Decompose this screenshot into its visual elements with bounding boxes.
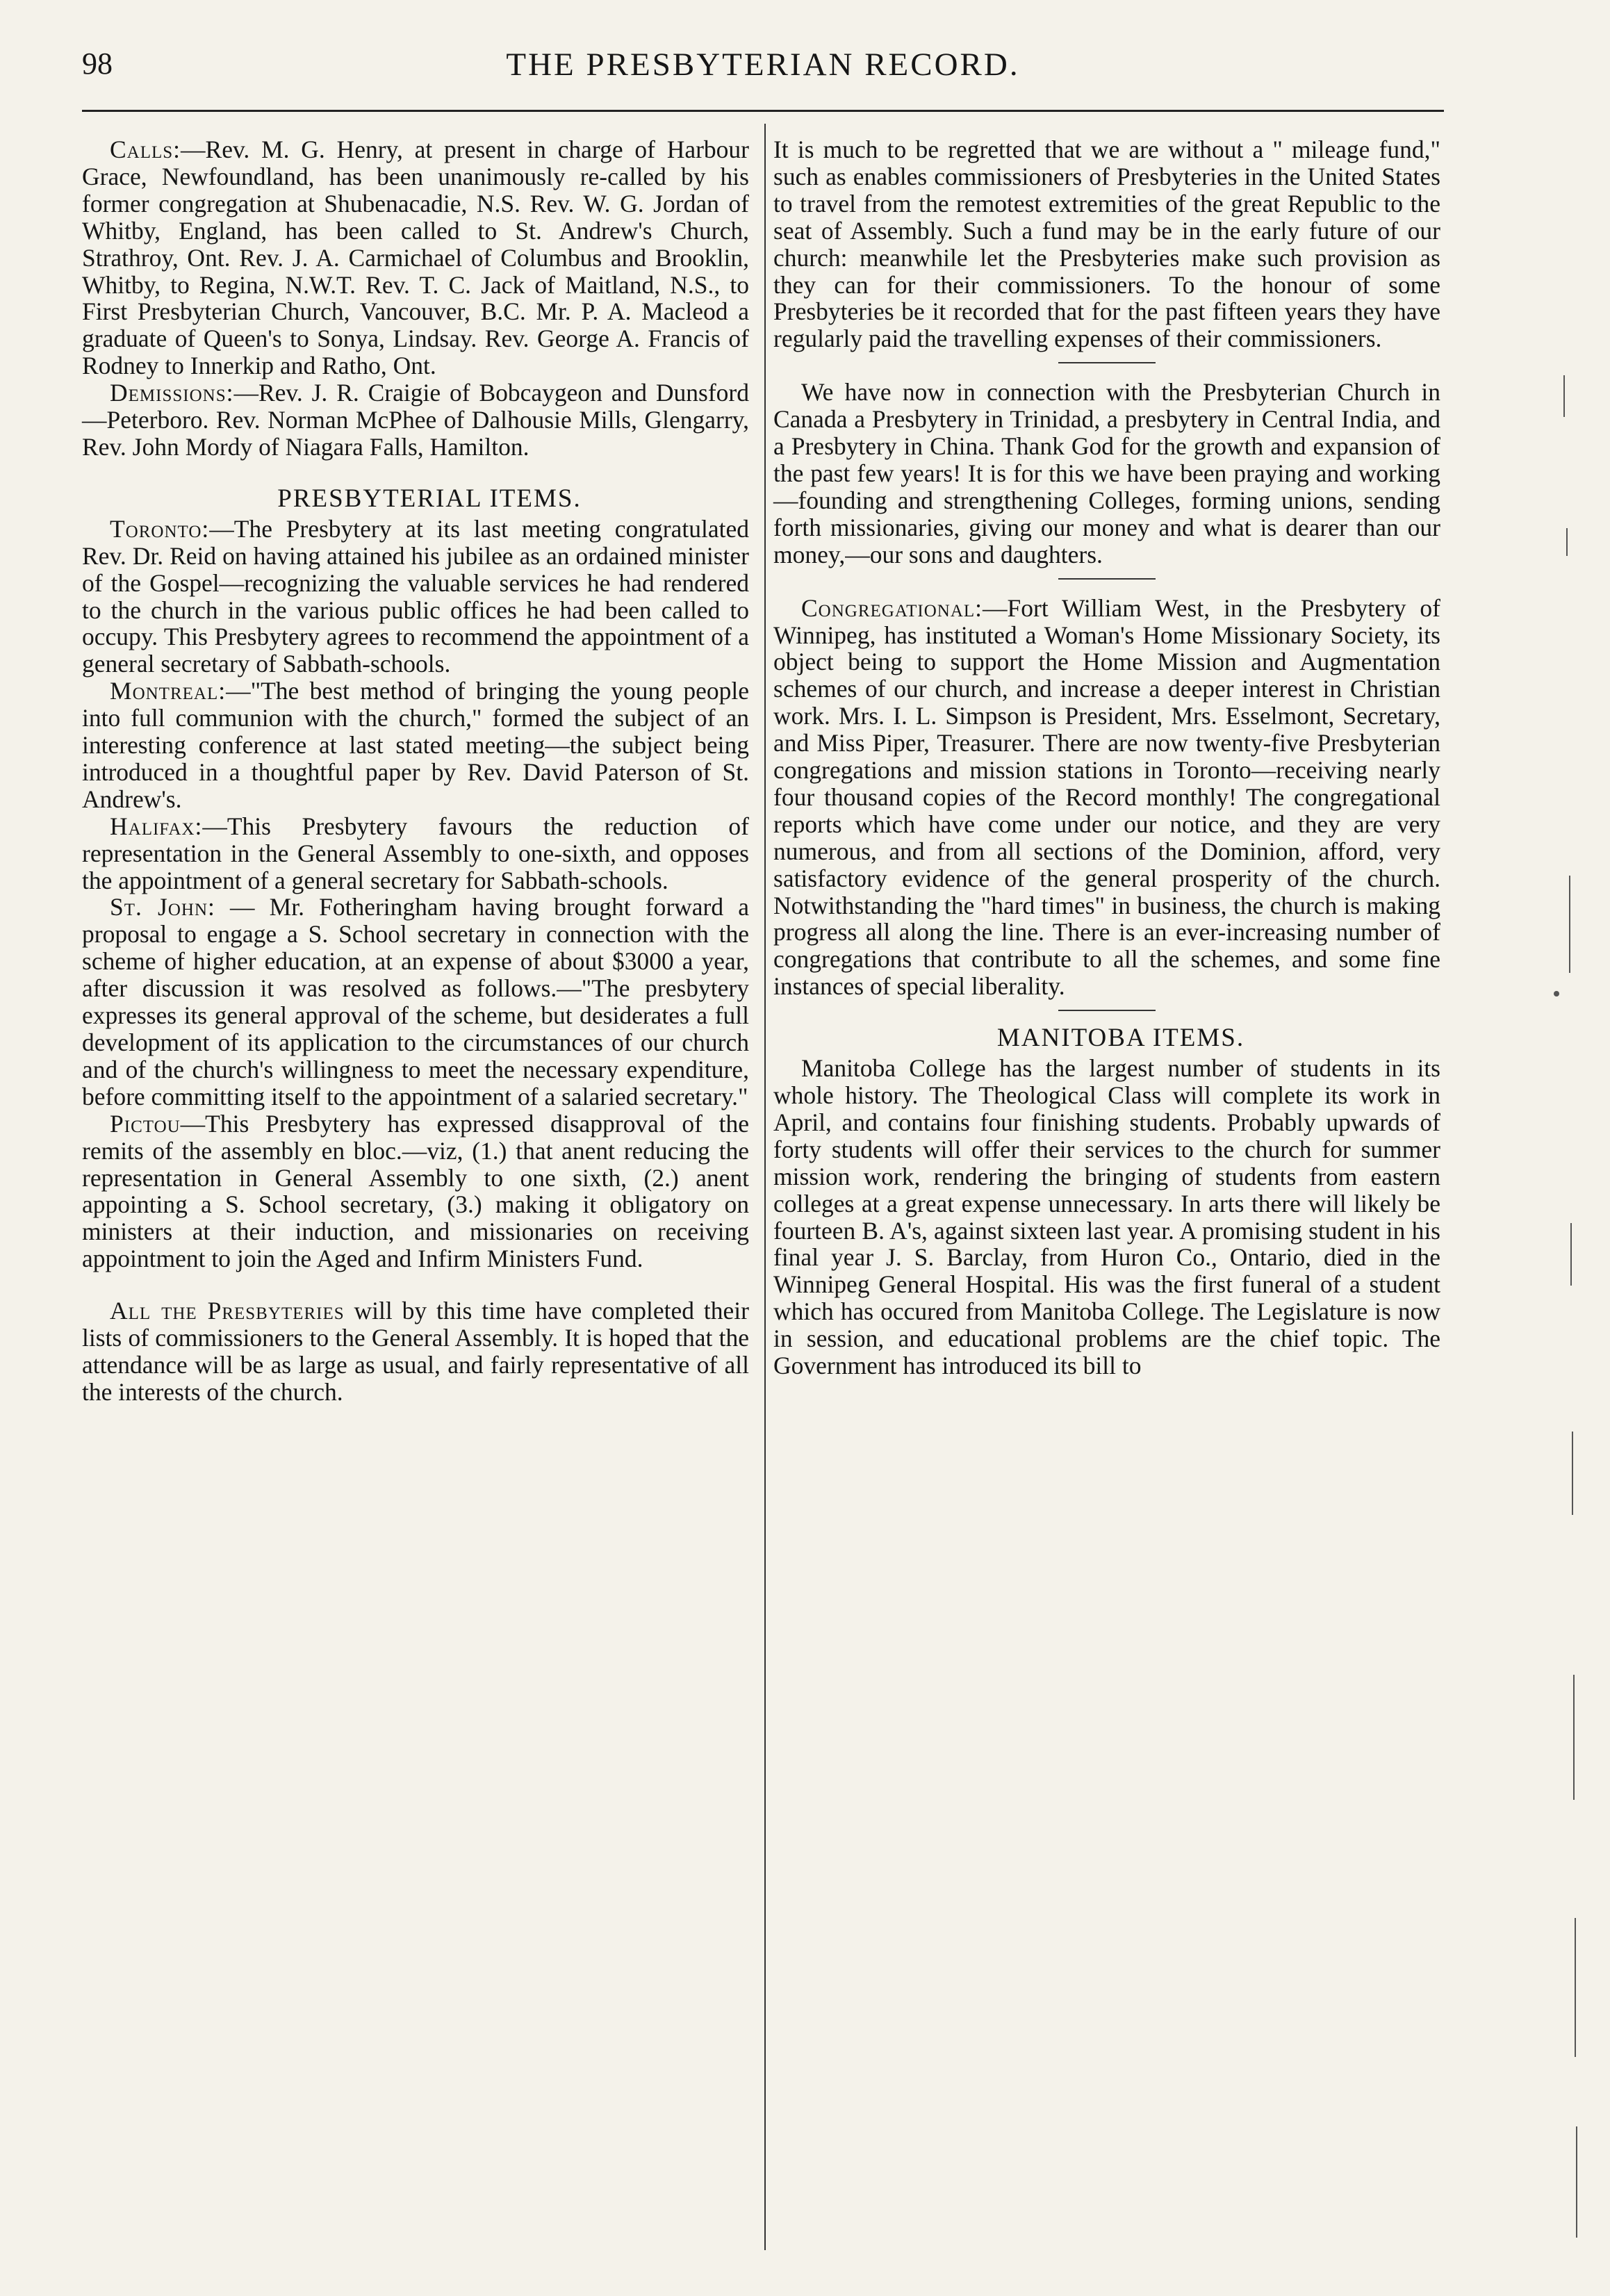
paragraph-calls <box>82 136 749 379</box>
header-rule <box>82 110 1444 112</box>
section-rule <box>1058 362 1156 363</box>
section-rule <box>1058 578 1156 580</box>
paragraph-halifax <box>82 813 749 894</box>
lead-calls: Calls: <box>110 136 181 163</box>
text-congregational: —Fort William West, in the Presbytery of Winnipeg, has instituted a Woman's Home Missionary Society, its object being to support the Home Mission and Augmentation schemes of our church, and increase a deeper interest in Christian work. Mrs. I. L. Simpson is President, Mrs. Esselmont, Secretary, and Miss Piper, Treasurer. There are now twenty-five Presbyterian congregations and mission stations in Toronto—receiving nearly four thousand copies of the Record monthly! The congregational reports which have come under our notice, and they are very numerous, and from all sections of the Dominion, afford, very satisfactory evidence of the general prosperity of the church. Notwithstanding the "hard times" in business, the church is making progress all along the line. There is an ever-increasing number of congregations that contribute to all the schemes, and some fine instances of special liberality. <box>773 593 1440 1001</box>
page-header <box>82 46 1444 95</box>
lead-toronto: Toronto: <box>110 514 210 543</box>
paragraph-manitoba: Manitoba College has the largest number of students in its whole history. The Theological Class will complete its work in April, and contains four finishing students. Probably upwards of forty students will offer their services to the church for summer mission work, rendering the bringing of students from eastern colleges at a great expense unnecessary. In arts there will likely be fourteen B. A's, against sixteen last year. A promising student in his final year J. S. Barclay, from Huron Co., Ontario, died in the Winnipeg General Hospital. His was the first funeral of a student which has occured from Manitoba College. The Legislature is now in session, and educational problems are the chief topic. The Government has introduced its bill to <box>773 1054 1440 1380</box>
lead-congregational: Congregational: <box>801 593 983 622</box>
text-calls: —Rev. M. G. Henry, at present in charge of Harbour Grace, Newfoundland, has been unanimously re-called by his former congregation at Shubenacadie, N.S. Rev. W. G. Jordan of Whitby, England, has been called to St. Andrew's Church, Strathroy, Ont. Rev. J. A. Carmichael of Columbus and Brooklin, Whitby, to Regina, N.W.T. Rev. T. C. Jack of Maitland, N.S., to First Presbyterian Church, Vancouver, B.C. Mr. P. A. Macleod a graduate of Queen's to Sonya, Lindsay. Rev. George A. Francis of Rodney to Innerkip and Ratho, Ont. <box>82 136 749 380</box>
section-rule <box>1058 1010 1156 1011</box>
lead-all-presbyteries: All the Presbyteries <box>110 1297 345 1325</box>
left-column <box>82 136 749 1406</box>
heading-presbyterial-items: PRESBYTERIAL ITEMS. <box>277 484 582 513</box>
paragraph-congregational <box>773 595 1440 1001</box>
text-demissions: —Rev. J. R. Craigie of Bobcaygeon and Dunsford—Peterboro. Rev. Norman McPhee of Dalhousie Mills, Glengarry, Rev. John Mordy of Niagara Falls, Hamilton. <box>82 379 749 461</box>
margin-scan-marks <box>1543 111 1598 2279</box>
paragraph-all-presbyteries <box>82 1297 749 1406</box>
lead-pictou: Pictou <box>110 1109 181 1138</box>
lead-halifax: Halifax: <box>110 812 203 840</box>
paragraph-st-john <box>82 894 749 1110</box>
paragraph-mileage-fund: It is much to be regretted that we are without a " mileage fund," such as enables commissioners of Presbyteries in the United States to travel from the remotest extremities of the great Republic to the seat of Assembly. Such a fund may be in the early future of our church: meanwhile let the Presbyteries make such provision as they can for their commissioners. To the honour of some Presbyteries be it recorded that for the past fifteen years they have regularly paid the travelling expenses of their commissioners. <box>773 136 1440 353</box>
text-toronto: —The Presbytery at its last meeting congratulated Rev. Dr. Reid on having attained his jubilee as an ordained minister of the Gospel—recognizing the valuable services he had rendered to the church in the various public offices he had been called to occupy. This Presbytery agrees to recommend the appointment of a general secretary of Sabbath-schools. <box>82 514 749 678</box>
paragraph-montreal <box>82 678 749 813</box>
paragraph-pictou <box>82 1110 749 1272</box>
text-st-john: — Mr. Fotheringham having brought forward a proposal to engage a S. School secretary in connection with the scheme of higher education, at an expense of about $3000 a year, after discussion it was resolved as follows.—"The presbytery expresses its general approval of the scheme, but desiderates a full development of its application to the circumstances of our church and of the church's willingness to meet the necessary expenditure, before committing itself to the appointment of a salaried secretary." <box>82 893 749 1110</box>
text-montreal: —"The best method of bringing the young people into full communion with the church," formed the subject of an interesting conference at last stated meeting—the subject being introduced in a thoughtful paper by Rev. David Paterson of St. Andrew's. <box>82 677 749 813</box>
lead-montreal: Montreal: <box>110 677 227 705</box>
text-pictou: —This Presbytery has expressed disapproval of the remits of the assembly en bloc.—viz, (1.) that anent reducing the representation in General Assembly to one sixth, (2.) anent appointing a S. School secretary, (3.) making it obligatory on ministers at their induction, and missionaries on receiving appointment to join the Aged and Infirm Ministers Fund. <box>82 1109 749 1273</box>
paragraph-demissions <box>82 379 749 461</box>
right-column <box>773 136 1440 1379</box>
column-divider <box>764 124 766 2250</box>
running-title: THE PRESBYTERIAN RECORD. <box>506 47 1020 83</box>
heading-manitoba-items: MANITOBA ITEMS. <box>996 1024 1245 1053</box>
text-halifax: —This Presbytery favours the reduction of representation in the General Assembly to one-sixth, and opposes the appointment of a general secretary for Sabbath-schools. <box>82 812 749 894</box>
lead-st-john: St. John: <box>110 893 215 921</box>
paragraph-connection: We have now in connection with the Presbyterian Church in Canada a Presbytery in Trinidad, a presbytery in Central India, and a Presbytery in China. Thank God for the growth and expansion of the past few years! It is for this we have been praying and working—founding and strengthening Colleges, forming unions, sending forth missionaries, giving our money and what is dearer than our money,—our sons and daughters. <box>773 378 1440 568</box>
text-all-presbyteries: will by this time have completed their lists of commissioners to the General Assembly. It is hoped that the attendance will be as large as usual, and fairly representative of all the interests of the church. <box>82 1297 749 1406</box>
paragraph-toronto <box>82 516 749 678</box>
page-number: 98 <box>82 47 113 81</box>
lead-demissions: Demissions: <box>110 379 234 407</box>
